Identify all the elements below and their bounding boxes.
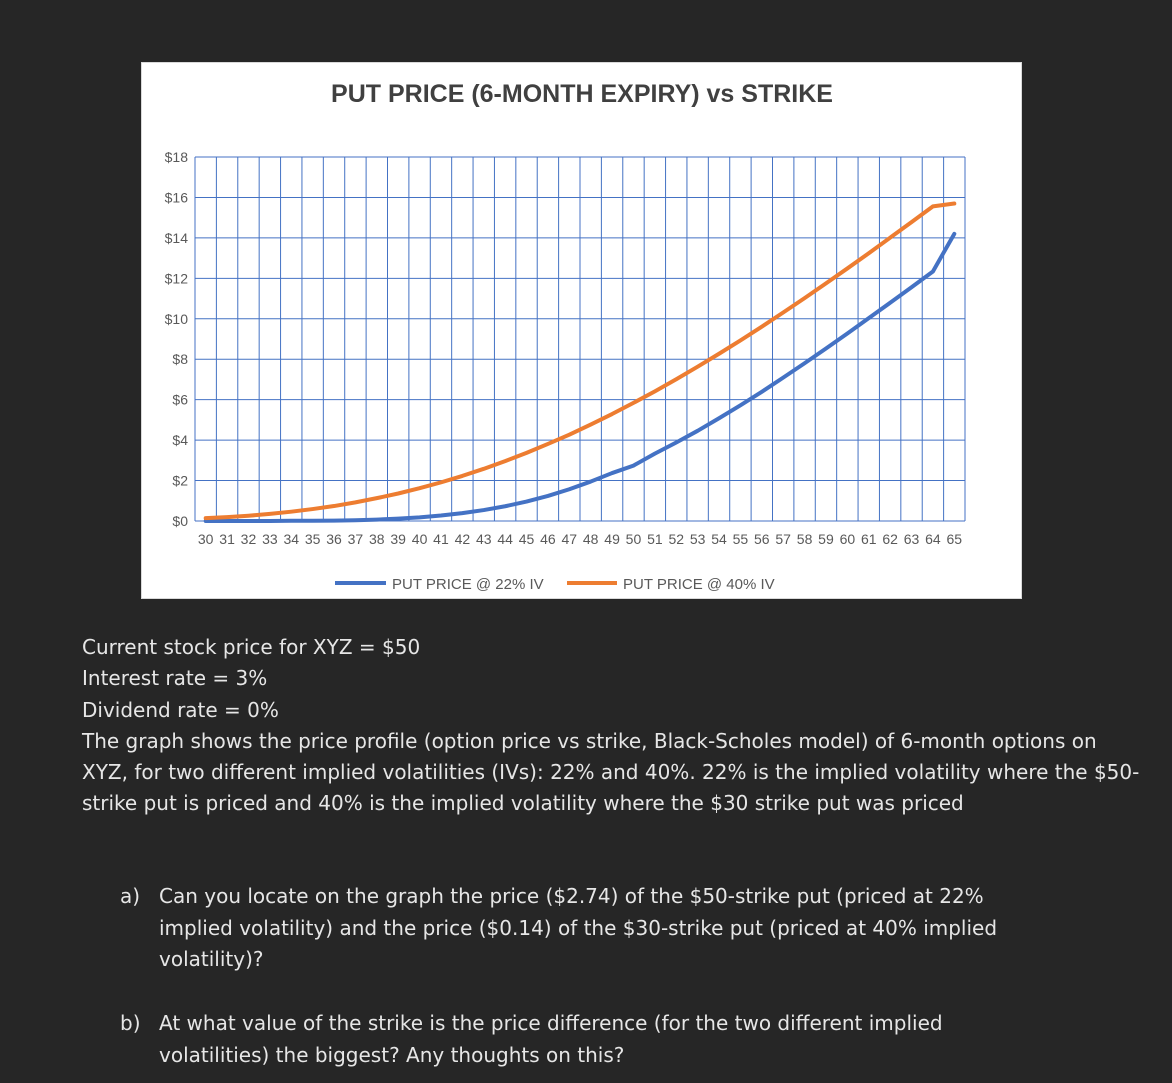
data-point	[482, 509, 485, 512]
legend	[335, 576, 775, 593]
question-b-text: At what value of the strike is the price difference (for the two different implied volatilities) the biggest? Any thoughts on this?	[159, 1011, 943, 1067]
data-point	[504, 505, 507, 508]
chart-card	[141, 62, 1022, 599]
question-b-letter: b)	[120, 1011, 141, 1035]
grid	[195, 157, 965, 521]
x-tick-label: 38	[369, 531, 385, 547]
data-point	[824, 282, 827, 285]
x-tick-label: 54	[711, 531, 727, 547]
x-tick-label: 37	[347, 531, 364, 547]
data-point	[696, 365, 699, 368]
info-text	[82, 632, 1142, 820]
x-tick-label: 47	[561, 531, 578, 547]
data-point	[653, 390, 656, 393]
x-tick-label: 36	[326, 531, 342, 547]
y-tick-label: $16	[164, 189, 188, 206]
x-tick-label: 42	[454, 531, 471, 547]
data-point	[718, 417, 721, 420]
data-point	[247, 514, 250, 517]
data-point	[846, 332, 849, 335]
x-tick-label: 45	[518, 531, 535, 547]
y-tick-label: $8	[172, 351, 188, 368]
data-point	[739, 339, 742, 342]
x-tick-label: 60	[839, 531, 856, 547]
data-point	[910, 221, 913, 224]
x-tick-label: 40	[411, 531, 428, 547]
description-paragraph: The graph shows the price profile (option price vs strike, Black-Scholes model) of 6-month options on XYZ, for two different implied volatilities (IVs): 22% and 40%. 22% is the implied volatility where the $50-strike put is priced and 40% is the implied volatility where the $30 strike put was priced	[82, 728, 1140, 816]
interest-rate-text: Interest rate = 3%	[82, 666, 268, 691]
data-point	[931, 205, 934, 208]
data-point	[568, 433, 571, 436]
x-tick-label: 44	[497, 531, 513, 547]
data-point	[611, 413, 614, 416]
data-point	[354, 519, 357, 522]
x-tick-label: 30	[197, 531, 214, 547]
question-a-letter: a)	[120, 884, 141, 908]
data-point	[333, 519, 336, 522]
data-point	[268, 520, 271, 523]
x-tick-label: 35	[304, 531, 321, 547]
data-point	[439, 514, 442, 517]
data-point	[418, 487, 421, 490]
data-point	[461, 512, 464, 515]
x-tick-label: 58	[796, 531, 813, 547]
data-point	[696, 429, 699, 432]
data-point	[525, 451, 528, 454]
data-point	[931, 270, 934, 273]
data-point	[418, 516, 421, 519]
x-tick-label: 32	[240, 531, 257, 547]
y-tick-label: $4	[172, 432, 188, 449]
data-point	[760, 325, 763, 328]
data-point	[589, 480, 592, 483]
x-tick-label: 33	[262, 531, 278, 547]
y-tick-label: $6	[172, 391, 188, 408]
question-b	[120, 1008, 1040, 1071]
question-a-text: Can you locate on the graph the price ($2.74) of the $50-strike put (priced at 22% implied volatility) and the price ($0.14) of the $30-strike put (priced at 40% implied volatility)?	[159, 884, 998, 971]
data-point	[204, 517, 207, 520]
dividend-rate-text: Dividend rate = 0%	[82, 697, 279, 722]
data-point	[782, 311, 785, 314]
data-point	[803, 297, 806, 300]
y-tick-label: $18	[164, 149, 188, 165]
x-tick-label: 57	[775, 531, 791, 547]
data-point	[504, 460, 507, 463]
data-point	[632, 464, 635, 467]
question-a	[120, 881, 1040, 976]
data-point	[867, 252, 870, 255]
data-point	[226, 516, 229, 519]
data-point	[482, 467, 485, 470]
x-tick-label: 34	[283, 531, 300, 547]
x-tick-label: 62	[882, 531, 898, 547]
data-point	[824, 347, 827, 350]
data-point	[354, 501, 357, 504]
data-point	[333, 505, 336, 508]
x-tick-label: 43	[475, 531, 492, 547]
data-point	[889, 236, 892, 239]
data-point	[589, 423, 592, 426]
data-point	[782, 376, 785, 379]
data-point	[546, 494, 549, 497]
data-point	[397, 492, 400, 495]
data-point	[675, 378, 678, 381]
x-axis-ticks	[198, 531, 962, 547]
legend-label: PUT PRICE @ 22% IV	[392, 576, 544, 593]
x-tick-label: 39	[390, 531, 406, 547]
data-point	[889, 301, 892, 304]
data-point	[290, 519, 293, 522]
data-point	[846, 267, 849, 270]
data-point	[867, 317, 870, 320]
data-point	[525, 500, 528, 503]
data-point	[953, 232, 956, 235]
x-tick-label: 52	[668, 531, 685, 547]
data-point	[718, 352, 721, 355]
y-tick-label: $2	[172, 472, 188, 489]
data-point	[675, 441, 678, 444]
x-tick-label: 63	[903, 531, 920, 547]
x-tick-label: 46	[540, 531, 556, 547]
y-tick-label: $12	[164, 270, 188, 287]
data-point	[311, 519, 314, 522]
x-tick-label: 51	[647, 531, 663, 547]
data-point	[803, 362, 806, 365]
chart-title: PUT PRICE (6-MONTH EXPIRY) vs STRIKE	[331, 80, 833, 108]
data-point	[461, 474, 464, 477]
data-point	[397, 517, 400, 520]
legend-item-1	[335, 576, 544, 593]
y-tick-label: $10	[164, 310, 188, 327]
x-tick-label: 48	[582, 531, 599, 547]
x-tick-label: 65	[946, 531, 963, 547]
stock-price-text: Current stock price for XYZ = $50	[82, 635, 421, 659]
data-point	[611, 472, 614, 475]
data-point	[953, 202, 956, 205]
data-point	[226, 520, 229, 523]
y-tick-label: $14	[164, 229, 188, 246]
legend-item-2	[567, 576, 775, 593]
x-tick-label: 61	[860, 531, 877, 547]
data-point	[568, 488, 571, 491]
data-point	[311, 508, 314, 511]
data-point	[290, 510, 293, 513]
x-tick-label: 41	[433, 531, 449, 547]
data-point	[653, 452, 656, 455]
y-tick-label: $0	[172, 513, 188, 529]
x-tick-label: 55	[732, 531, 749, 547]
data-point	[268, 512, 271, 515]
data-point	[910, 286, 913, 289]
data-point	[739, 404, 742, 407]
x-tick-label: 64	[925, 531, 941, 547]
x-tick-label: 53	[689, 531, 706, 547]
data-point	[375, 518, 378, 521]
y-axis-ticks	[165, 149, 189, 529]
data-point	[760, 390, 763, 393]
put-price-chart	[142, 63, 1023, 600]
legend-label: PUT PRICE @ 40% IV	[623, 576, 775, 593]
x-tick-label: 59	[818, 531, 834, 547]
data-point	[375, 497, 378, 500]
x-tick-label: 49	[604, 531, 620, 547]
data-point	[632, 401, 635, 404]
data-point	[247, 520, 250, 523]
x-tick-label: 31	[219, 531, 235, 547]
data-point	[546, 442, 549, 445]
x-tick-label: 56	[754, 531, 770, 547]
x-tick-label: 50	[625, 531, 642, 547]
data-point	[439, 481, 442, 484]
